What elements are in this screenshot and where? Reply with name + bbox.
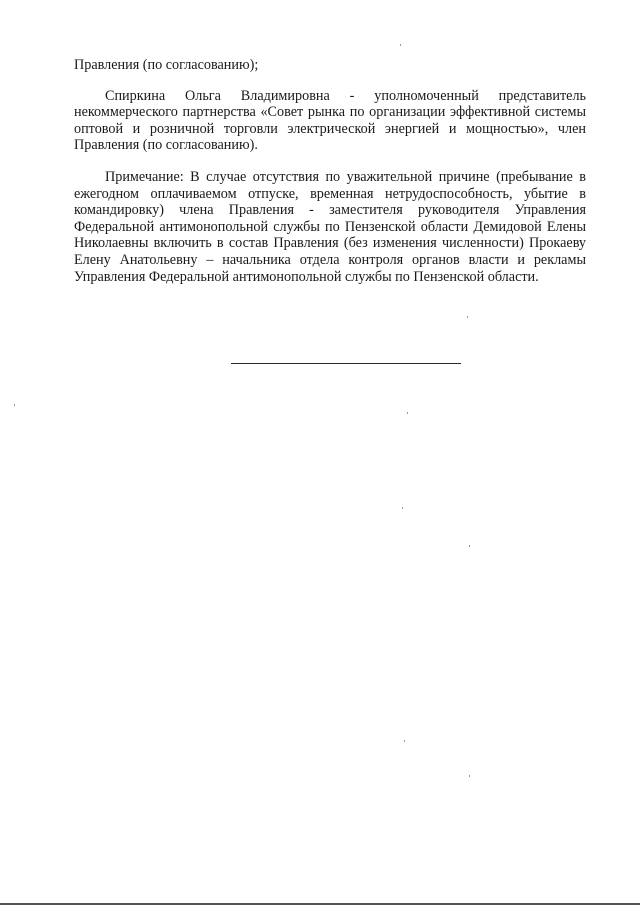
paragraph-continuation: Правления (по согласованию); <box>74 57 259 73</box>
paragraph-member-spirkina: Спиркина Ольга Владимировна - уполномоченный представитель некоммерческого партнерства «Совет рынка по организации эффективной системы оптовой и розничной торговли электрической энергией и мощностью», член Правления (по согласованию). <box>74 87 586 154</box>
scan-speck <box>14 404 15 406</box>
scan-speck <box>469 775 470 777</box>
scan-speck <box>407 412 408 414</box>
scan-speck <box>402 507 403 509</box>
scan-speck <box>400 44 401 46</box>
scan-speck <box>404 740 405 742</box>
paragraph-note: Примечание: В случае отсутствия по уважительной причине (пребывание в ежегодном оплачиваемом отпуске, временная нетрудоспособность, убытие в командировку) члена Правления - заместителя руководителя Управления Федеральной антимонопольной службы по Пензенской области Демидовой Елены Николаевны включить в состав Правления (без изменения численности) Прокаеву Елену Анатольевну – начальника отдела контроля органов власти и рекламы Управления Федеральной антимонопольной службы по Пензенской области. <box>74 168 586 285</box>
end-of-text-rule <box>231 363 461 364</box>
scan-speck <box>467 316 468 318</box>
scan-speck <box>469 545 470 547</box>
document-body <box>74 57 586 285</box>
